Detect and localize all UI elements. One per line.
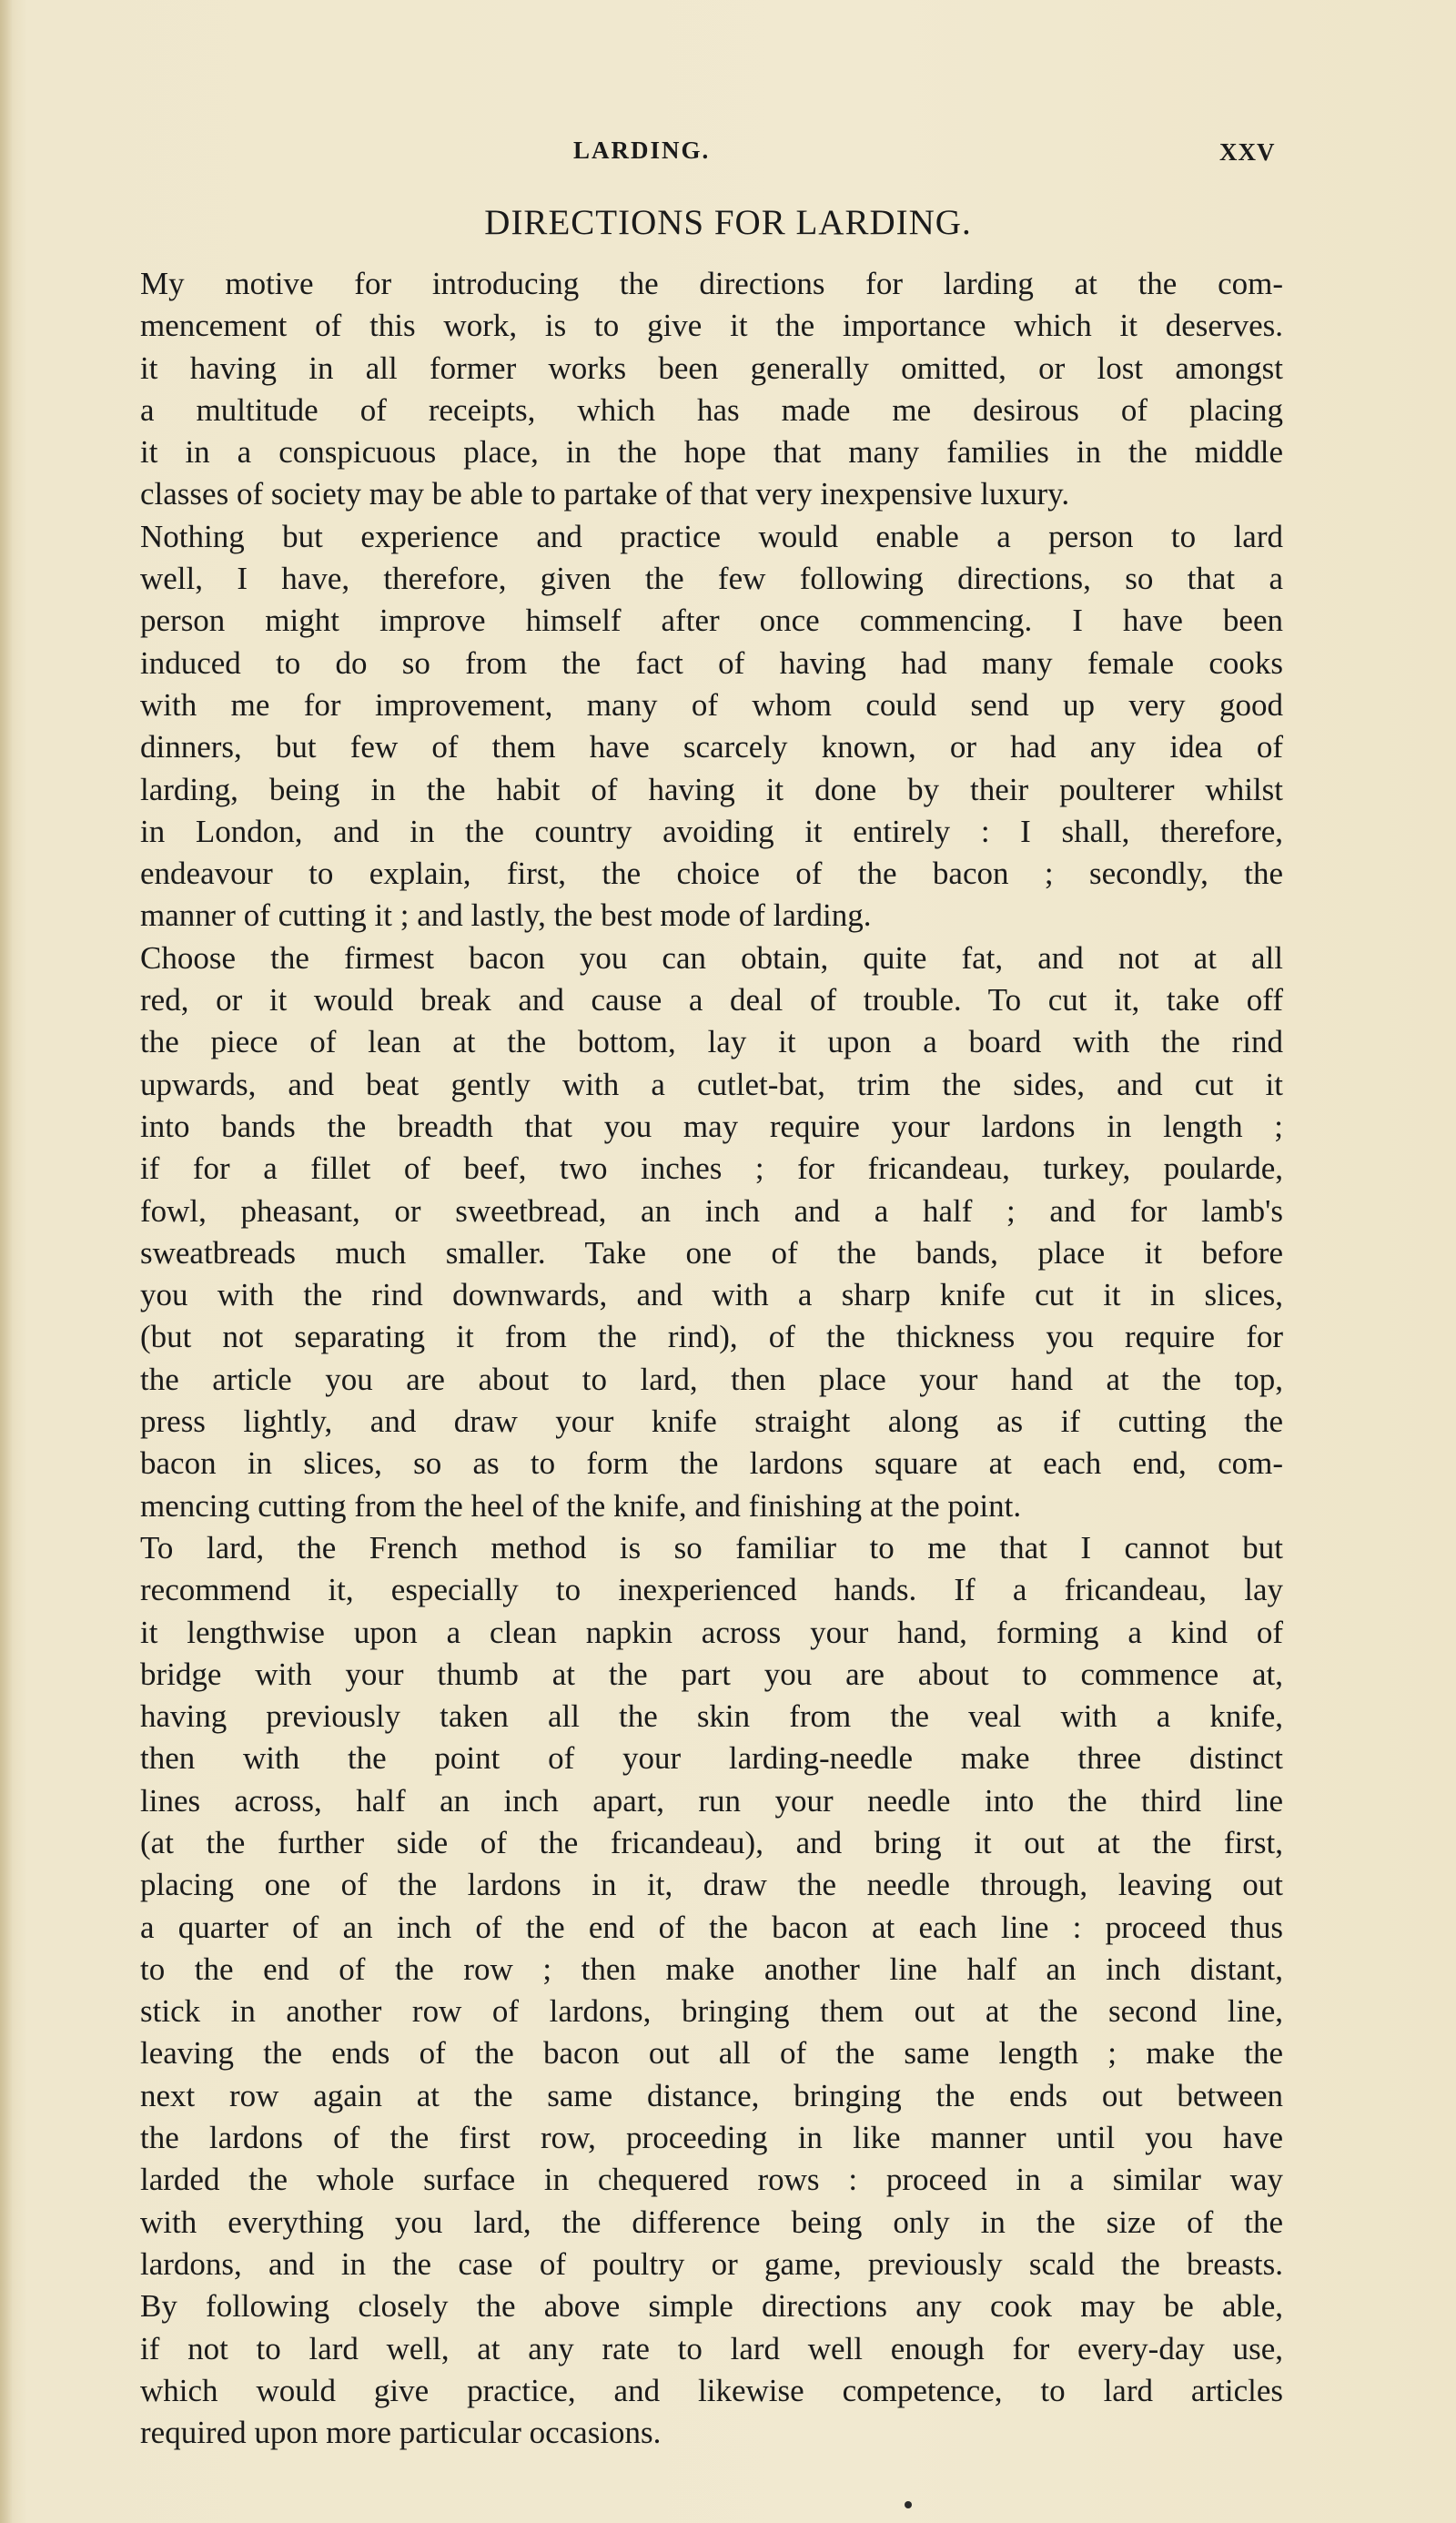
text-line: a quarter of an inch of the end of the bacon at each line : proceed thus xyxy=(140,1909,1283,1945)
text-line: sweatbreads much smaller. Take one of the bands, place it before xyxy=(140,1234,1283,1271)
text-line: having previously taken all the skin from the veal with a knife, xyxy=(140,1698,1283,1735)
text-line: endeavour to explain, first, the choice of the bacon ; secondly, the xyxy=(140,856,1283,892)
text-line: upwards, and beat gently with a cutlet-bat, trim the sides, and cut it xyxy=(140,1066,1283,1102)
page-header xyxy=(0,137,1456,173)
text-line: well, I have, therefore, given the few following directions, so that a xyxy=(140,561,1283,597)
paragraph xyxy=(140,937,1283,1527)
text-line: with everything you lard, the difference being only in the size of the xyxy=(140,2204,1283,2240)
text-line: which would give practice, and likewise competence, to lard articles xyxy=(140,2372,1283,2408)
text-line: (at the further side of the fricandeau), and bring it out at the first, xyxy=(140,1824,1283,1860)
text-line: to the end of the row ; then make another line half an inch distant, xyxy=(140,1951,1283,1987)
section-title: DIRECTIONS FOR LARDING. xyxy=(484,203,972,242)
text-line: bridge with your thumb at the part you are about to commence at, xyxy=(140,1656,1283,1692)
text-line: By following closely the above simple directions any cook may be able, xyxy=(140,2288,1283,2325)
text-line: larded the whole surface in chequered rows : proceed in a similar way xyxy=(140,2162,1283,2198)
text-line: placing one of the lardons in it, draw the needle through, leaving out xyxy=(140,1867,1283,1903)
paragraph xyxy=(140,263,1283,516)
text-line: stick in another row of lardons, bringing them out at the second line, xyxy=(140,1993,1283,2030)
text-line: a multitude of receipts, which has made me desirous of placing xyxy=(140,391,1283,428)
gutter-shadow xyxy=(0,0,13,2523)
text-line: lines across, half an inch apart, run your needle into the third line xyxy=(140,1782,1283,1819)
text-line: if for a fillet of beef, two inches ; for fricandeau, turkey, poularde, xyxy=(140,1150,1283,1187)
text-line: (but not separating it from the rind), of the thickness you require for xyxy=(140,1319,1283,1355)
text-line: person might improve himself after once commencing. I have been xyxy=(140,603,1283,639)
text-line: recommend it, especially to inexperienced hands. If a fricandeau, lay xyxy=(140,1572,1283,1608)
text-line: in London, and in the country avoiding it entirely : I shall, therefore, xyxy=(140,813,1283,849)
body-text xyxy=(140,263,1283,2454)
text-line: the article you are about to lard, then place your hand at the top, xyxy=(140,1361,1283,1397)
text-line: dinners, but few of them have scarcely known, or had any idea of xyxy=(140,729,1283,765)
text-line: it in a conspicuous place, in the hope that many families in the middle xyxy=(140,434,1283,471)
text-line: fowl, pheasant, or sweetbread, an inch and a half ; and for lamb's xyxy=(140,1192,1283,1229)
text-line: into bands the breadth that you may require your lardons in length ; xyxy=(140,1108,1283,1144)
text-line: red, or it would break and cause a deal of trouble. To cut it, take off xyxy=(140,982,1283,1018)
running-title: LARDING. xyxy=(573,137,711,164)
text-line: larding, being in the habit of having it done by their poulterer whilst xyxy=(140,771,1283,807)
text-line: lardons, and in the case of poultry or game, previously scald the breasts. xyxy=(140,2245,1283,2282)
text-line: Choose the firmest bacon you can obtain, quite fat, and not at all xyxy=(140,939,1283,976)
text-line: then with the point of your larding-needle make three distinct xyxy=(140,1740,1283,1777)
text-line: if not to lard well, at any rate to lard well enough for every-day use, xyxy=(140,2330,1283,2366)
text-line: manner of cutting it ; and lastly, the best mode of larding. xyxy=(140,897,872,934)
text-line: mencement of this work, is to give it the importance which it deserves. xyxy=(140,308,1283,344)
text-line: induced to do so from the fact of having had many female cooks xyxy=(140,644,1283,681)
text-line: leaving the ends of the bacon out all of the same length ; make the xyxy=(140,2035,1283,2072)
text-line: My motive for introducing the directions for larding at the com- xyxy=(140,266,1283,301)
text-line: with me for improvement, many of whom could send up very good xyxy=(140,686,1283,723)
text-line: mencing cutting from the heel of the knife, and finishing at the point. xyxy=(140,1487,1022,1524)
text-line: Nothing but experience and practice would enable a person to lard xyxy=(140,518,1283,554)
text-line: the piece of lean at the bottom, lay it upon a board with the rind xyxy=(140,1024,1283,1060)
text-line: press lightly, and draw your knife straight along as if cutting the xyxy=(140,1403,1283,1440)
footer-dot xyxy=(905,2501,912,2508)
page-number: XXV xyxy=(1219,138,1276,166)
text-line: it lengthwise upon a clean napkin across your hand, forming a kind of xyxy=(140,1614,1283,1650)
text-line: classes of society may be able to partake of that very inexpensive luxury. xyxy=(140,476,1070,512)
text-line: bacon in slices, so as to form the lardons square at each end, com- xyxy=(140,1445,1283,1482)
paragraph xyxy=(140,1527,1283,2455)
text-line: required upon more particular occasions. xyxy=(140,2415,662,2451)
text-line: next row again at the same distance, bringing the ends out between xyxy=(140,2077,1283,2113)
text-line: you with the rind downwards, and with a sharp knife cut it in slices, xyxy=(140,1277,1283,1313)
text-line: To lard, the French method is so familiar to me that I cannot but xyxy=(140,1529,1283,1565)
text-line: it having in all former works been generally omitted, or lost amongst xyxy=(140,350,1283,386)
text-line: the lardons of the first row, proceeding in like manner until you have xyxy=(140,2120,1283,2156)
paragraph xyxy=(140,516,1283,937)
